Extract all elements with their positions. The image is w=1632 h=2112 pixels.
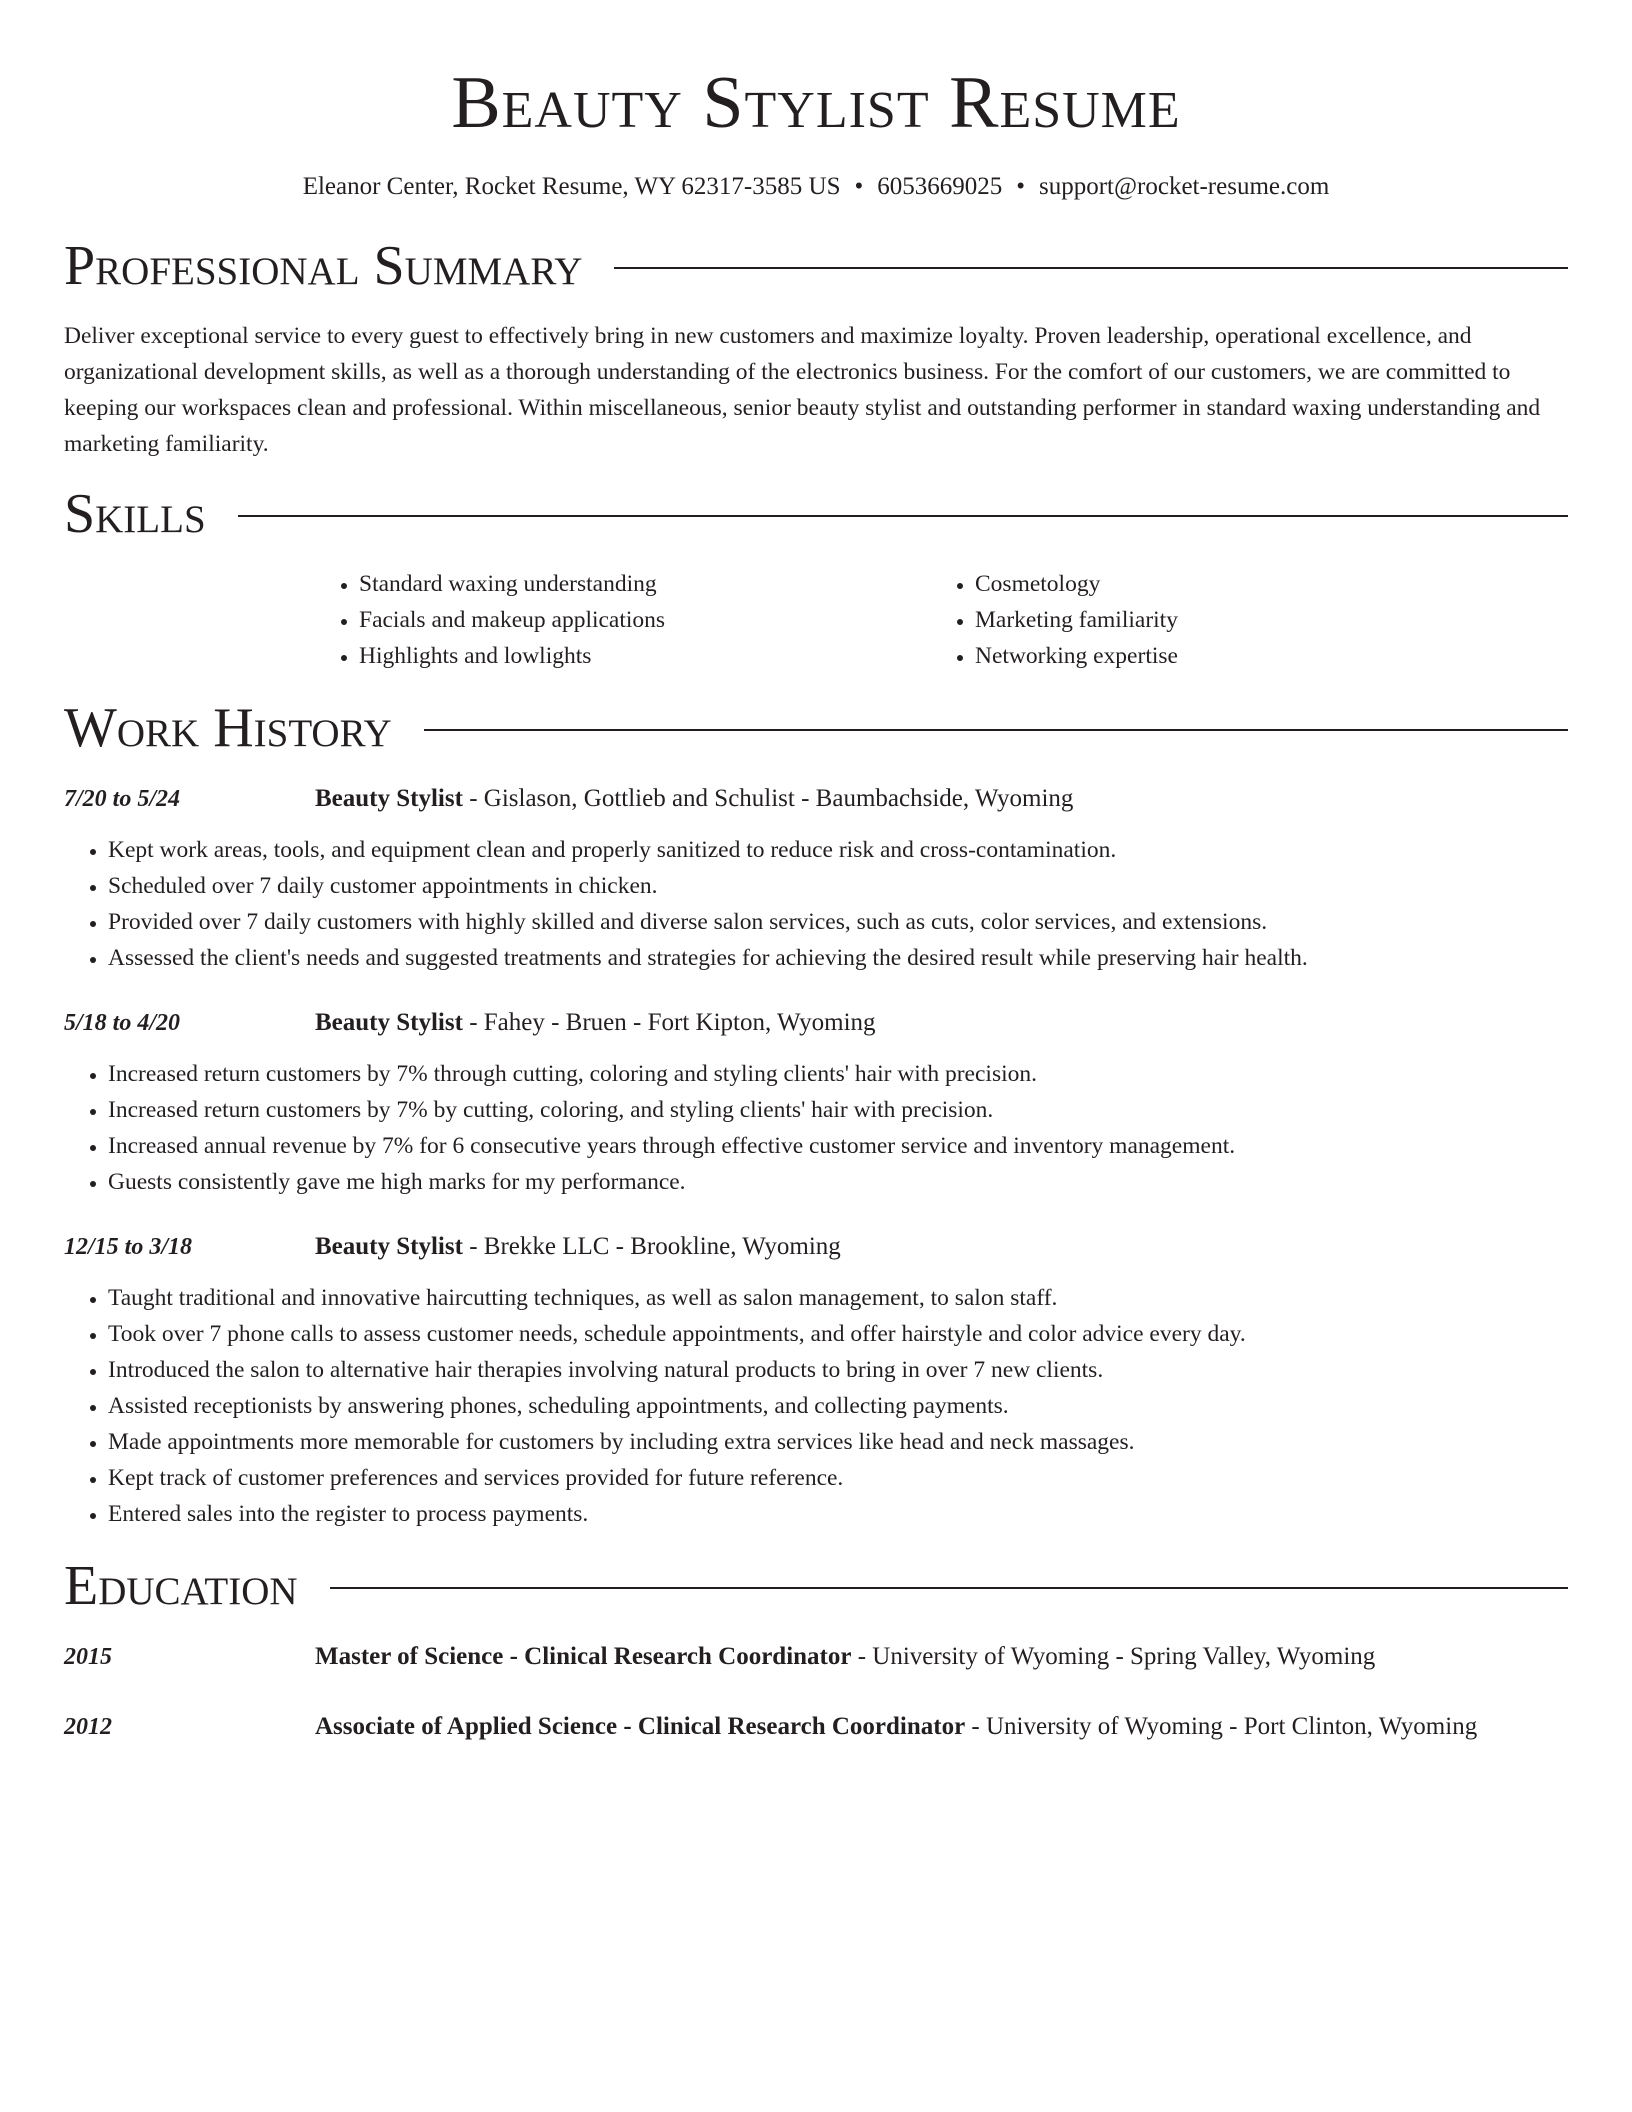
- education-degree: Master of Science - Clinical Research Coordinator: [315, 1643, 852, 1670]
- skill-item: • Cosmetology: [975, 566, 1178, 602]
- skill-item: • Highlights and lowlights: [359, 638, 931, 674]
- skills-column-2: [931, 566, 1178, 674]
- job-bullet: • Entered sales into the register to process payments.: [108, 1496, 1568, 1532]
- skills-section-header: [64, 482, 1568, 546]
- skills-heading: Skills: [64, 483, 206, 545]
- job-dates: 7/20 to 5/24: [64, 786, 181, 812]
- education-entry: [64, 1640, 1568, 1674]
- education-section-header: [64, 1554, 1568, 1618]
- job-employer: - Fahey - Bruen - Fort Kipton, Wyoming: [462, 1009, 876, 1036]
- section-divider: [330, 1587, 1568, 1589]
- summary-text: Deliver exceptional service to every guest to effectively bring in new customers and maximize loyalty. Proven leadership, operational excellence, and organizational development skills, as well as a thorough understanding of the electronics business. For the comfort of our customers, we are committed to keeping our workspaces clean and professional. Within miscellaneous, senior beauty stylist and outstanding performer in standard waxing understanding and marketing familiarity.: [64, 323, 1541, 457]
- education-entry: [64, 1710, 1568, 1744]
- work-heading: Work History: [64, 697, 392, 759]
- job-bullet: • Assessed the client's needs and suggested treatments and strategies for achieving the desired result while preserving hair health.: [108, 940, 1568, 976]
- education-line: [315, 1640, 1375, 1674]
- job-title: Beauty Stylist: [315, 1233, 463, 1260]
- job-employer: - Brekke LLC - Brookline, Wyoming: [462, 1233, 841, 1260]
- email-link[interactable]: support@rocket-resume.com: [1039, 173, 1330, 200]
- job-title: Beauty Stylist: [315, 1009, 463, 1036]
- job-entry: [64, 1230, 1568, 1532]
- page-title: Beauty Stylist Resume: [451, 62, 1181, 144]
- summary-section-header: [64, 234, 1568, 298]
- job-title: Beauty Stylist: [315, 785, 463, 812]
- job-title-line: [315, 782, 1073, 816]
- job-bullets: [64, 1280, 1568, 1532]
- job-bullet: • Assisted receptionists by answering phones, scheduling appointments, and collecting payments.: [108, 1388, 1568, 1424]
- education-year: 2012: [64, 1714, 112, 1740]
- skill-item: • Marketing familiarity: [975, 602, 1178, 638]
- job-bullet: • Increased return customers by 7% by cutting, coloring, and styling clients' hair with precision.: [108, 1092, 1568, 1128]
- skill-item: • Facials and makeup applications: [359, 602, 931, 638]
- job-bullet: • Introduced the salon to alternative hair therapies involving natural products to bring in over 7 new clients.: [108, 1352, 1568, 1388]
- skills-column-1: [315, 566, 931, 674]
- job-bullets: [64, 1056, 1568, 1200]
- job-title-line: [315, 1006, 876, 1040]
- separator-dot: •: [854, 173, 864, 200]
- job-bullet: • Guests consistently gave me high marks for my performance.: [108, 1164, 1568, 1200]
- job-bullet: • Increased return customers by 7% through cutting, coloring and styling clients' hair with precision.: [108, 1056, 1568, 1092]
- job-bullet: • Taught traditional and innovative haircutting techniques, as well as salon management, to salon staff.: [108, 1280, 1568, 1316]
- section-divider: [424, 729, 1568, 731]
- education-line: [315, 1710, 1477, 1744]
- job-header: [64, 782, 1568, 816]
- address-text: Eleanor Center, Rocket Resume, WY 62317-3585 US: [302, 173, 841, 200]
- work-section-header: [64, 696, 1568, 760]
- job-entry: [64, 1006, 1568, 1200]
- education-heading: Education: [64, 1555, 298, 1617]
- separator-dot: •: [1016, 173, 1025, 200]
- section-divider: [238, 515, 1568, 517]
- job-dates: 5/18 to 4/20: [64, 1010, 181, 1036]
- job-bullet: • Scheduled over 7 daily customer appointments in chicken.: [108, 868, 1568, 904]
- resume-page: [64, 0, 1568, 1744]
- job-header: [64, 1230, 1568, 1264]
- job-bullet: • Made appointments more memorable for customers by including extra services like head and neck massages.: [108, 1424, 1568, 1460]
- job-entry: [64, 782, 1568, 976]
- job-bullets: [64, 832, 1568, 976]
- job-bullet: • Increased annual revenue by 7% for 6 consecutive years through effective customer service and inventory management.: [108, 1128, 1568, 1164]
- job-bullet: • Provided over 7 daily customers with highly skilled and diverse salon services, such as cuts, color services, and extensions.: [108, 904, 1568, 940]
- section-divider: [614, 267, 1568, 269]
- job-header: [64, 1006, 1568, 1040]
- job-bullet: • Kept work areas, tools, and equipment clean and properly sanitized to reduce risk and cross-contamination.: [108, 832, 1568, 868]
- job-dates: 12/15 to 3/18: [64, 1234, 193, 1260]
- phone-text: 6053669025: [877, 173, 1003, 200]
- skills-list: [315, 566, 1568, 674]
- education-school: - University of Wyoming - Port Clinton, Wyoming: [965, 1713, 1478, 1740]
- contact-line: [64, 170, 1568, 204]
- education-year: 2015: [64, 1644, 112, 1670]
- skill-item: • Standard waxing understanding: [359, 566, 931, 602]
- job-bullet: • Kept track of customer preferences and services provided for future reference.: [108, 1460, 1568, 1496]
- job-employer: - Gislason, Gottlieb and Schulist - Baumbachside, Wyoming: [462, 785, 1074, 812]
- summary-heading: Professional Summary: [64, 235, 583, 297]
- education-degree: Associate of Applied Science - Clinical Research Coordinator: [315, 1713, 966, 1740]
- job-title-line: [315, 1230, 841, 1264]
- education-school: - University of Wyoming - Spring Valley, Wyoming: [851, 1643, 1376, 1670]
- job-bullet: • Took over 7 phone calls to assess customer needs, schedule appointments, and offer hairstyle and color advice every day.: [108, 1316, 1568, 1352]
- skill-item: • Networking expertise: [975, 638, 1178, 674]
